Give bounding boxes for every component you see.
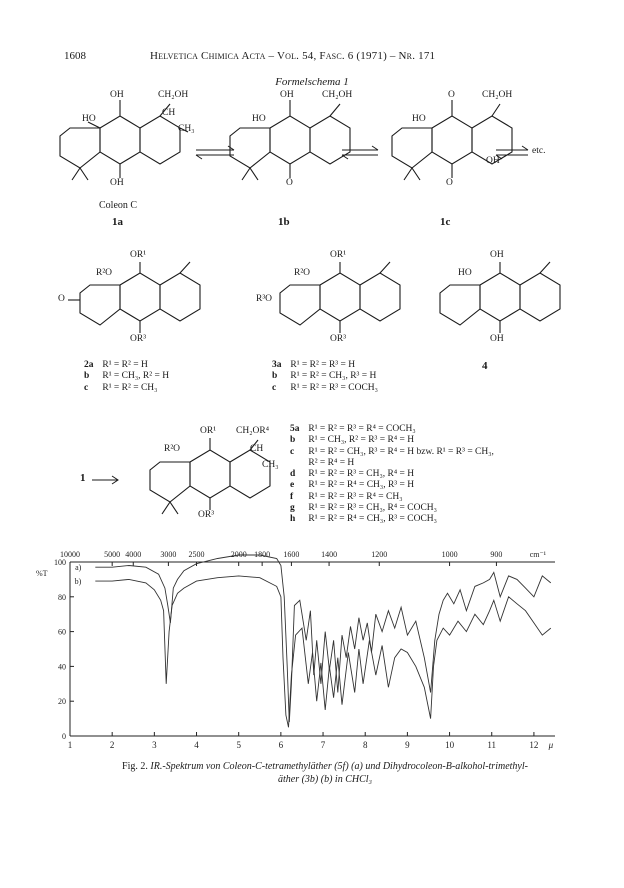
series-label: b) bbox=[74, 577, 82, 587]
atom-r2o: R²O bbox=[96, 268, 113, 278]
y-axis-label: %T bbox=[36, 569, 48, 578]
atom-etc: etc. bbox=[532, 146, 546, 156]
atom-r2o: R²O bbox=[294, 268, 311, 278]
x-tick-label: 12 bbox=[529, 740, 539, 750]
legend-row bbox=[290, 435, 494, 446]
ir-spectrum-chart bbox=[0, 540, 624, 755]
atom-oh: OH bbox=[110, 178, 124, 188]
legend-id: d bbox=[290, 469, 296, 480]
top-tick-label: 1600 bbox=[283, 550, 300, 559]
atom-or1: OR¹ bbox=[130, 250, 147, 260]
figure-caption-line2: äther (3b) (b) in CHCl₃ bbox=[277, 774, 373, 785]
compound-name: Coleon C bbox=[99, 200, 138, 211]
x-tick-label: 8 bbox=[362, 740, 368, 750]
legend-text: R¹ = R² = R³ = CH₃, R⁴ = COCH₃ bbox=[308, 503, 437, 514]
legend-id: 3a bbox=[272, 360, 282, 370]
x-tick-label: 5 bbox=[236, 740, 241, 750]
legend-id: c bbox=[84, 382, 89, 393]
atom-oh: OH bbox=[490, 334, 504, 344]
x-tick-label: 3 bbox=[152, 740, 157, 750]
atom-ch: CH bbox=[162, 108, 176, 118]
legend-id: b bbox=[290, 435, 296, 446]
chart-series bbox=[75, 555, 551, 727]
legend-id: h bbox=[290, 514, 296, 525]
running-head: Helvetica Chimica Acta – Vol. 54, Fasc. 6 (1971) – Nr. 171 bbox=[150, 50, 436, 62]
figure-caption bbox=[90, 760, 560, 786]
legend-row bbox=[290, 492, 494, 503]
legend-row bbox=[272, 383, 378, 394]
top-tick-label: 5000 bbox=[104, 550, 121, 559]
atom-oh: OH bbox=[490, 250, 504, 260]
chart-ticks bbox=[36, 550, 554, 750]
top-tick-label: 1800 bbox=[254, 550, 271, 559]
x-axis-unit: μ bbox=[548, 740, 554, 750]
atom-o: O bbox=[448, 90, 455, 100]
legend-row bbox=[290, 480, 494, 491]
legend-row bbox=[84, 360, 169, 371]
series-line-b bbox=[95, 576, 551, 727]
y-tick-label: 0 bbox=[62, 732, 66, 741]
compound-label: 1b bbox=[278, 216, 290, 228]
legend-row bbox=[84, 383, 169, 394]
compound-label: 1c bbox=[440, 216, 451, 228]
legend-row bbox=[290, 458, 494, 469]
atom-o: O bbox=[286, 178, 293, 188]
legend-text: R¹ = CH₃, R² = H bbox=[102, 371, 170, 382]
top-axis-unit: cm⁻¹ bbox=[529, 550, 547, 559]
structure-1c bbox=[392, 100, 512, 180]
top-tick-label: 900 bbox=[490, 550, 503, 559]
legend-row bbox=[290, 469, 494, 480]
x-tick-label: 2 bbox=[109, 740, 115, 750]
legend-text: R¹ = CH₃, R² = R³ = R⁴ = H bbox=[308, 435, 415, 446]
top-tick-label: 1000 bbox=[441, 550, 458, 559]
atom-o: O bbox=[58, 294, 65, 304]
equilibrium-arrows bbox=[196, 146, 528, 159]
legend-text: R¹ = R² = CH₃, R³ = R⁴ = H bzw. R¹ = R³ = CH₃, bbox=[308, 446, 494, 457]
atom-oh: OH bbox=[110, 90, 124, 100]
legend-id: b bbox=[272, 371, 278, 382]
legend-text: R¹ = R² = R³ = H bbox=[290, 360, 356, 370]
structure-2 bbox=[68, 262, 200, 333]
x-tick-label: 6 bbox=[278, 740, 284, 750]
legend-id: 2a bbox=[84, 360, 94, 370]
compound-label: 1a bbox=[112, 216, 123, 228]
x-tick-label: 1 bbox=[67, 740, 73, 750]
atom-o: O bbox=[446, 178, 453, 188]
atom-ch2or4: CH₂OR⁴ bbox=[236, 426, 270, 436]
atom-or3: OR³ bbox=[130, 334, 147, 344]
legend-text: R¹ = R² = R⁴ = CH₃, R³ = H bbox=[308, 480, 415, 491]
legend-id: b bbox=[84, 371, 90, 382]
legend-compounds-5 bbox=[290, 424, 494, 526]
legend-row bbox=[290, 447, 494, 458]
series-label: a) bbox=[75, 563, 82, 573]
y-tick-label: 40 bbox=[58, 662, 66, 672]
legend-text: R¹ = R² = H bbox=[102, 360, 148, 370]
atom-ho: HO bbox=[252, 114, 266, 124]
legend-compounds-2 bbox=[84, 360, 169, 394]
atom-ho: HO bbox=[412, 114, 426, 124]
legend-text: R¹ = R² = R³ = R⁴ = COCH₃ bbox=[308, 424, 416, 434]
top-tick-label: 1200 bbox=[371, 550, 388, 559]
legend-text: R² = R⁴ = H bbox=[308, 457, 355, 468]
atom-ch2oh: CH₂OH bbox=[482, 90, 513, 100]
legend-text: R¹ = R² = R³ = CH₃, R⁴ = H bbox=[308, 469, 415, 480]
legend-text: R¹ = R² = CH₃, R³ = H bbox=[290, 371, 377, 382]
y-tick-label: 20 bbox=[58, 697, 66, 707]
x-tick-label: 4 bbox=[194, 740, 199, 750]
atom-oh: OH bbox=[486, 156, 500, 166]
legend-id: c bbox=[272, 382, 277, 393]
x-tick-label: 7 bbox=[320, 740, 326, 750]
legend-row bbox=[272, 360, 378, 371]
reaction-start-label: 1 bbox=[80, 472, 86, 484]
top-tick-label: 4000 bbox=[125, 550, 142, 559]
y-tick-label: 80 bbox=[58, 592, 66, 602]
legend-id: f bbox=[290, 491, 294, 502]
compound-label: 4 bbox=[482, 360, 488, 372]
series-line-a bbox=[95, 555, 551, 722]
y-tick-label: 100 bbox=[54, 558, 66, 567]
top-tick-label: 3000 bbox=[160, 550, 177, 559]
structure-1b bbox=[230, 100, 350, 180]
top-tick-label: 10000 bbox=[60, 550, 80, 559]
legend-row bbox=[84, 371, 169, 382]
atom-or1: OR¹ bbox=[330, 250, 347, 260]
page-number: 1608 bbox=[64, 50, 86, 62]
top-tick-label: 2000 bbox=[230, 550, 247, 559]
top-tick-label: 1400 bbox=[321, 550, 338, 559]
atom-ho: HO bbox=[458, 268, 472, 278]
legend-row bbox=[272, 371, 378, 382]
reaction-arrow bbox=[92, 476, 118, 484]
atom-oh: OH bbox=[280, 90, 294, 100]
legend-id: 5a bbox=[290, 424, 300, 434]
scheme-title: Formelschema 1 bbox=[275, 76, 349, 88]
atom-ch2oh: CH₂OH bbox=[158, 90, 189, 100]
x-tick-label: 11 bbox=[487, 740, 497, 750]
legend-row bbox=[290, 424, 494, 435]
top-tick-label: 2500 bbox=[188, 550, 205, 559]
atom-ch: CH bbox=[250, 444, 264, 454]
legend-text: R¹ = R² = R³ = R⁴ = CH₃ bbox=[308, 491, 403, 502]
legend-compounds-3 bbox=[272, 360, 378, 394]
figure-label: Fig. 2. bbox=[122, 761, 148, 772]
legend-row bbox=[290, 503, 494, 514]
legend-id: c bbox=[290, 446, 295, 457]
legend-row bbox=[290, 514, 494, 525]
atom-ch2oh: CH₂OH bbox=[322, 90, 353, 100]
atom-r2o: R²O bbox=[164, 444, 181, 454]
atom-r3o: R³O bbox=[256, 294, 273, 304]
legend-text: R¹ = R² = CH₃ bbox=[102, 382, 158, 393]
atom-ch3: CH₃ bbox=[178, 124, 195, 134]
atom-or3: OR³ bbox=[330, 334, 347, 344]
legend-text: R¹ = R² = R³ = COCH₃ bbox=[290, 382, 378, 393]
x-tick-label: 9 bbox=[405, 740, 410, 750]
y-tick-label: 60 bbox=[58, 627, 66, 637]
atom-or3: OR³ bbox=[198, 510, 215, 520]
x-tick-label: 10 bbox=[445, 740, 455, 750]
atom-or1: OR¹ bbox=[200, 426, 217, 436]
legend-id: g bbox=[290, 503, 295, 514]
atom-ho: HO bbox=[82, 114, 96, 124]
legend-text: R¹ = R² = R⁴ = CH₃, R³ = COCH₃ bbox=[308, 514, 437, 525]
legend-id: e bbox=[290, 480, 295, 491]
figure-caption-line1: IR.-Spektrum von Coleon-C-tetramethyläther (5f) (a) und Dihydrocoleon-B-alkohol-trimethyl- bbox=[150, 761, 528, 772]
atom-ch3: CH₃ bbox=[262, 460, 279, 470]
